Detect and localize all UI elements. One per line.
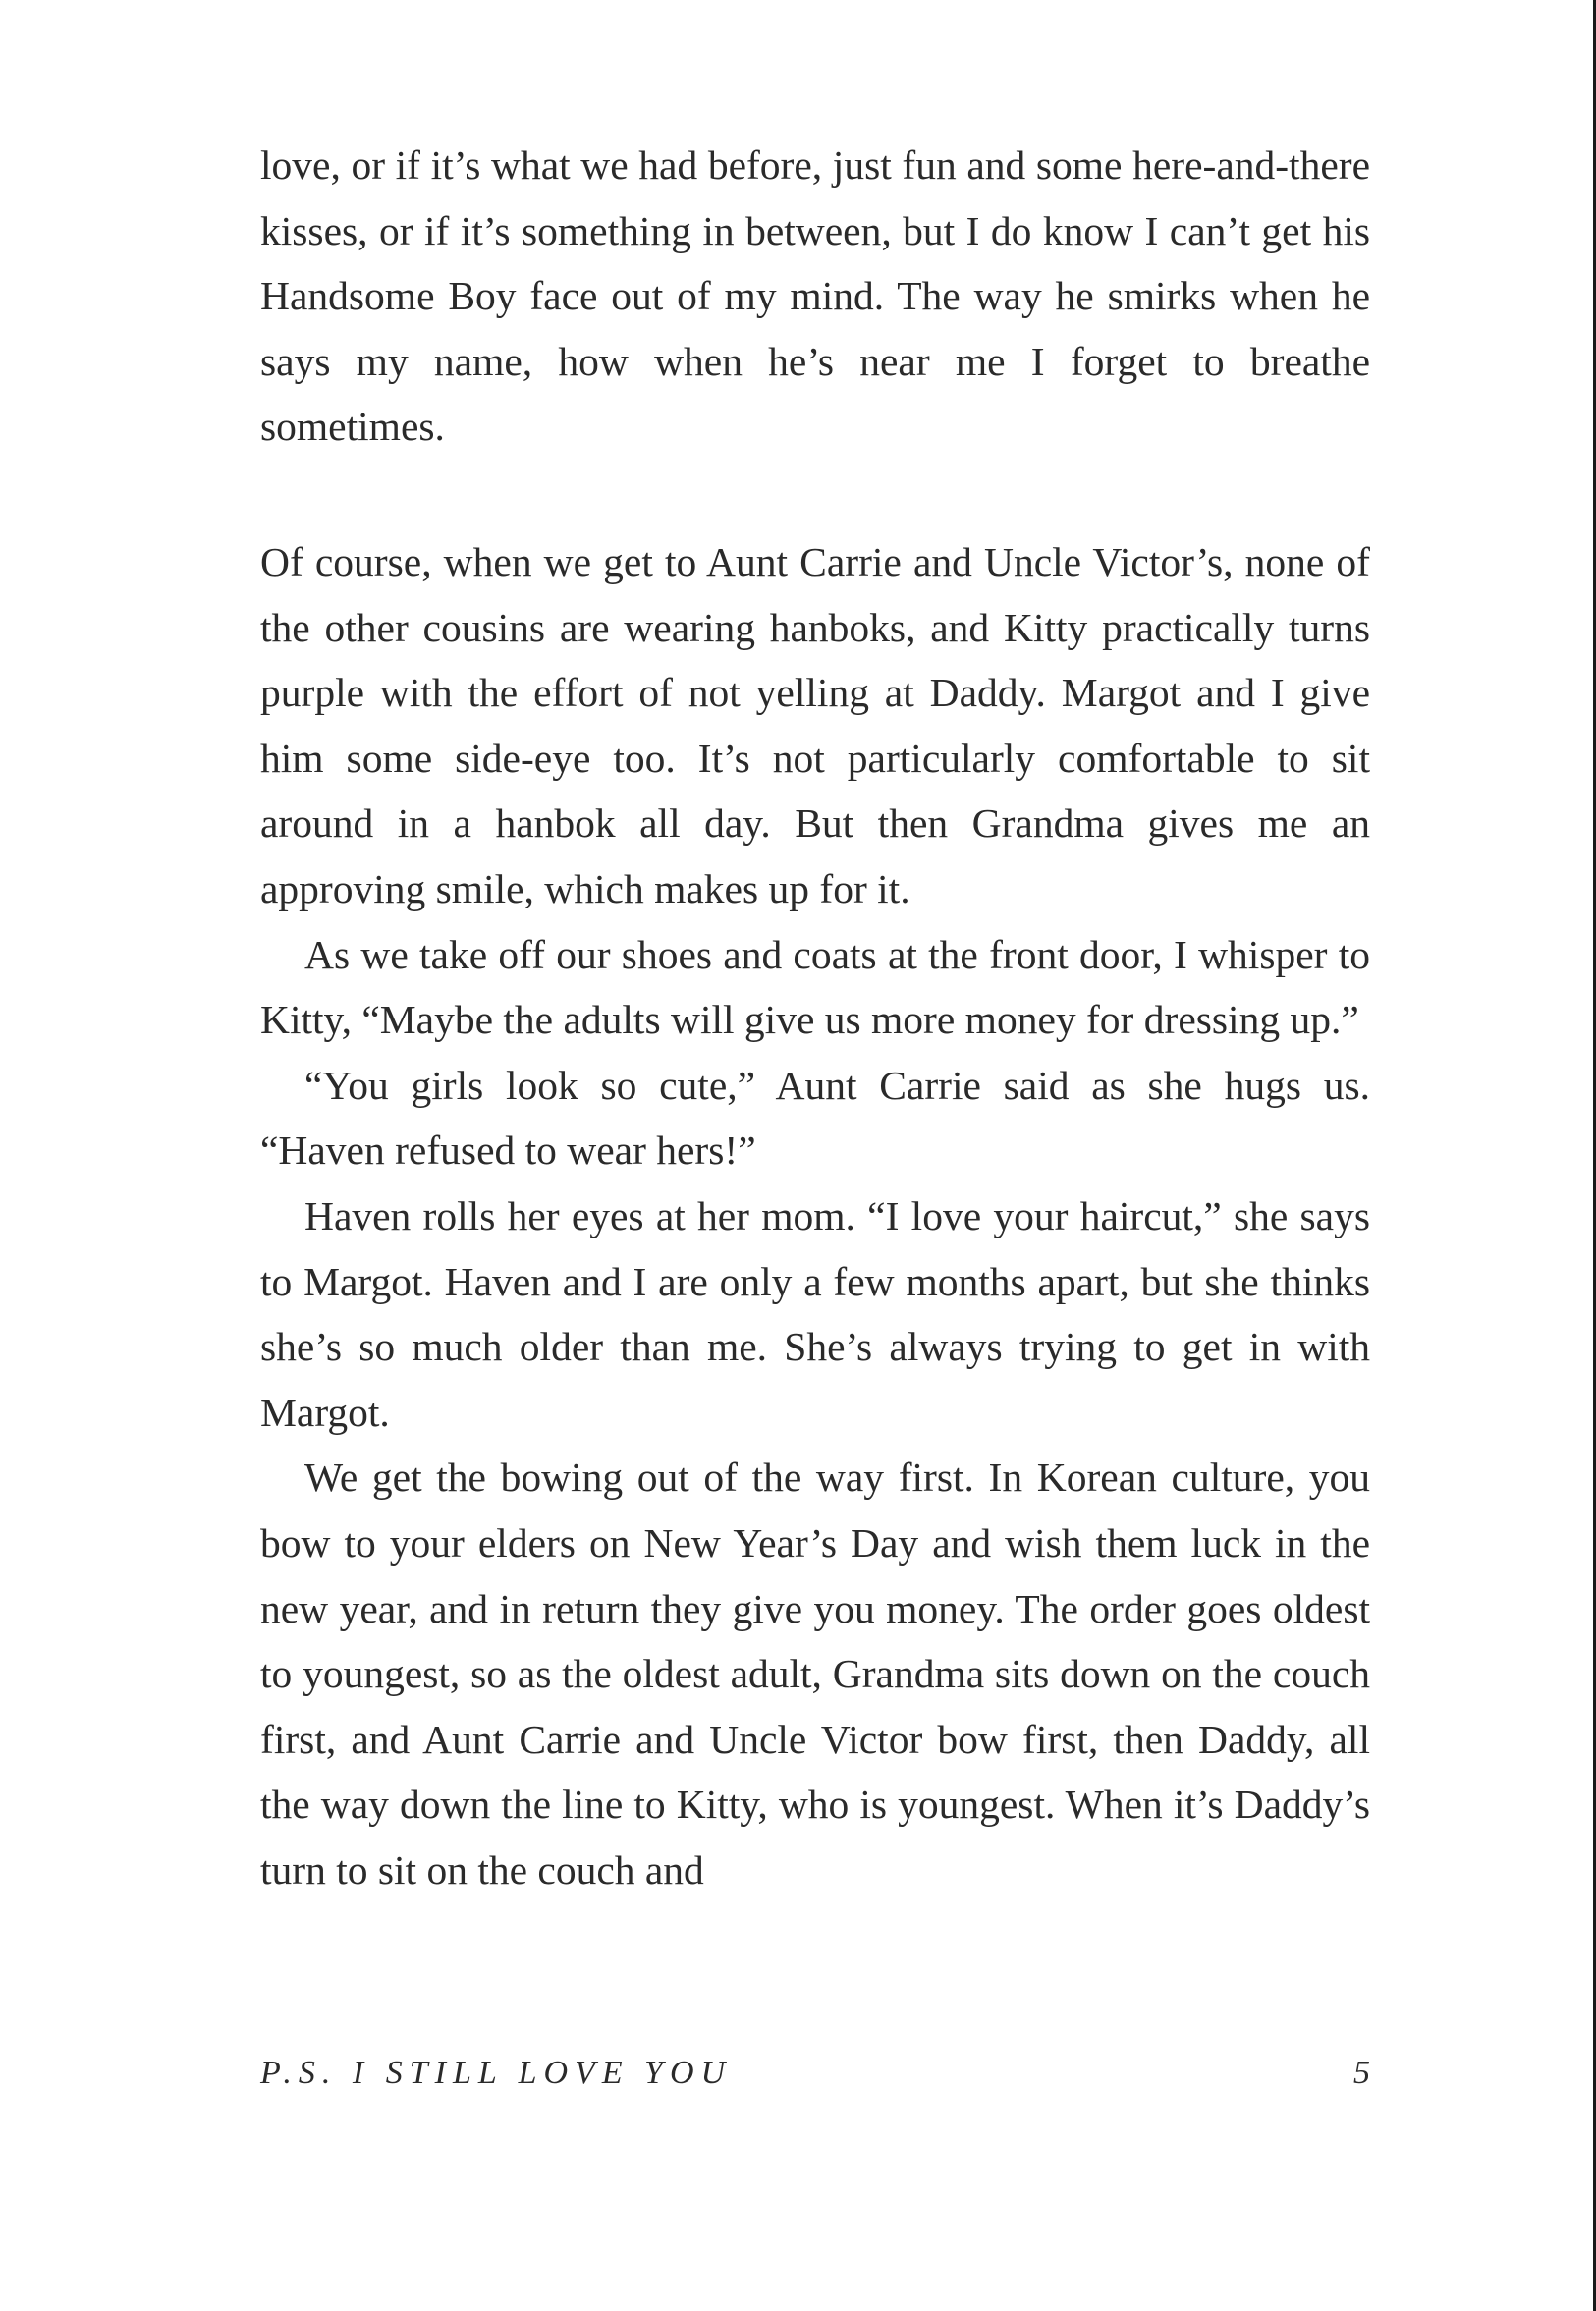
paragraph: “You girls look so cute,” Aunt Carrie said as she hugs us. “Haven refused to wear hers!” (260, 1062, 1370, 1174)
page-number: 5 (1353, 2055, 1370, 2091)
text-section-2 (260, 529, 1370, 1902)
paragraph: Haven rolls her eyes at her mom. “I love your haircut,” she says to Margot. Haven and I are only a few months apart, but she thinks she’s so much older than me. She’s always trying to get in with Margot. (260, 1192, 1370, 1435)
running-title: P.S. I STILL LOVE YOU (260, 2055, 733, 2091)
text-section-1 (260, 133, 1370, 460)
paragraph: Of course, when we get to Aunt Carrie and Uncle Victor’s, none of the other cousins are wearing hanboks, and Kitty practically turns purple with the effort of not yelling at Daddy. Margot and I give him some side-eye too. It’s not particularly comfortable to sit around in a hanbok all day. But then Grandma gives me an approving smile, which makes up for it. (260, 539, 1370, 911)
paragraph: As we take off our shoes and coats at the front door, I whisper to Kitty, “Maybe the adults will give us more money for dressing up.” (260, 931, 1370, 1043)
paragraph: We get the bowing out of the way first. In Korean culture, you bow to your elders on New Year’s Day and wish them luck in the new year, and in return they give you money. The order goes oldest to youngest, so as the oldest adult, Grandma sits down on the couch first, and Aunt Carrie and Uncle Victor bow first, then Daddy, all the way down the line to Kitty, who is youngest. When it’s Daddy’s turn to sit on the couch and (260, 1455, 1370, 1893)
page-footer (260, 2055, 1370, 2104)
paragraph: love, or if it’s what we had before, just fun and some here-and-there kisses, or if it’s something in between, but I do know I can’t get his Handsome Boy face out of my mind. The way he smirks when he says my name, how when he’s near me I forget to breathe sometimes. (260, 142, 1370, 450)
